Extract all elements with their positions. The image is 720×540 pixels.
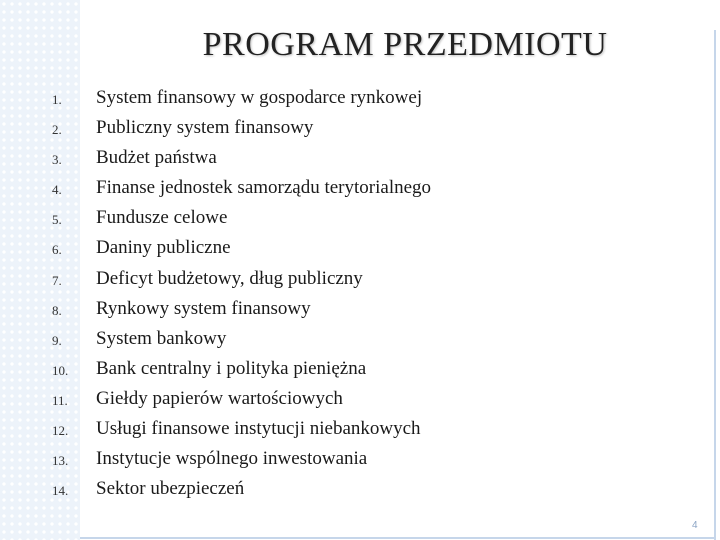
- list-item-label: Publiczny system finansowy: [96, 117, 314, 139]
- list-item-label: Rynkowy system finansowy: [96, 297, 311, 319]
- list-item-number: 11.: [52, 392, 68, 408]
- list-item-label: System bankowy: [96, 327, 227, 349]
- slide-title: PROGRAM PRZEDMIOTU: [202, 26, 608, 63]
- list-item-label: Daniny publiczne: [96, 237, 231, 259]
- frame-line-bottom: [80, 537, 716, 539]
- list-item-number: 10.: [52, 362, 69, 378]
- list-item-label: Bank centralny i polityka pieniężna: [96, 357, 367, 379]
- list-item-label: Deficyt budżetowy, dług publiczny: [96, 267, 363, 289]
- list-item-number: 7.: [52, 272, 62, 288]
- list-item-number: 3.: [52, 152, 62, 168]
- list-item-label: Usługi finansowe instytucji niebankowych: [96, 418, 421, 440]
- list-item-label: Instytucje wspólnego inwestowania: [96, 448, 368, 470]
- list-item-number: 4.: [52, 182, 62, 198]
- list-item-number: 5.: [52, 212, 62, 228]
- list-item-label: System finansowy w gospodarce rynkowej: [96, 87, 423, 108]
- list-item-number: 2.: [52, 122, 62, 138]
- list-item-number: 9.: [52, 332, 62, 348]
- list-item-label: Fundusze celowe: [96, 207, 228, 229]
- list-item-number: 14.: [52, 483, 69, 499]
- list-item-label: Finanse jednostek samorządu terytorialnego: [96, 177, 432, 199]
- list-item-number: 12.: [52, 423, 69, 439]
- list-item-label: Giełdy papierów wartościowych: [96, 387, 343, 409]
- list-item-number: 13.: [52, 453, 69, 469]
- list-item-number: 6.: [52, 242, 62, 258]
- list-item-label: Sektor ubezpieczeń: [96, 478, 245, 500]
- frame-line-right: [714, 30, 716, 540]
- list-item-number: 1.: [52, 92, 62, 107]
- list-item-label: Budżet państwa: [96, 147, 217, 169]
- list-item-number: 8.: [52, 302, 62, 318]
- page-number: 4: [692, 520, 698, 531]
